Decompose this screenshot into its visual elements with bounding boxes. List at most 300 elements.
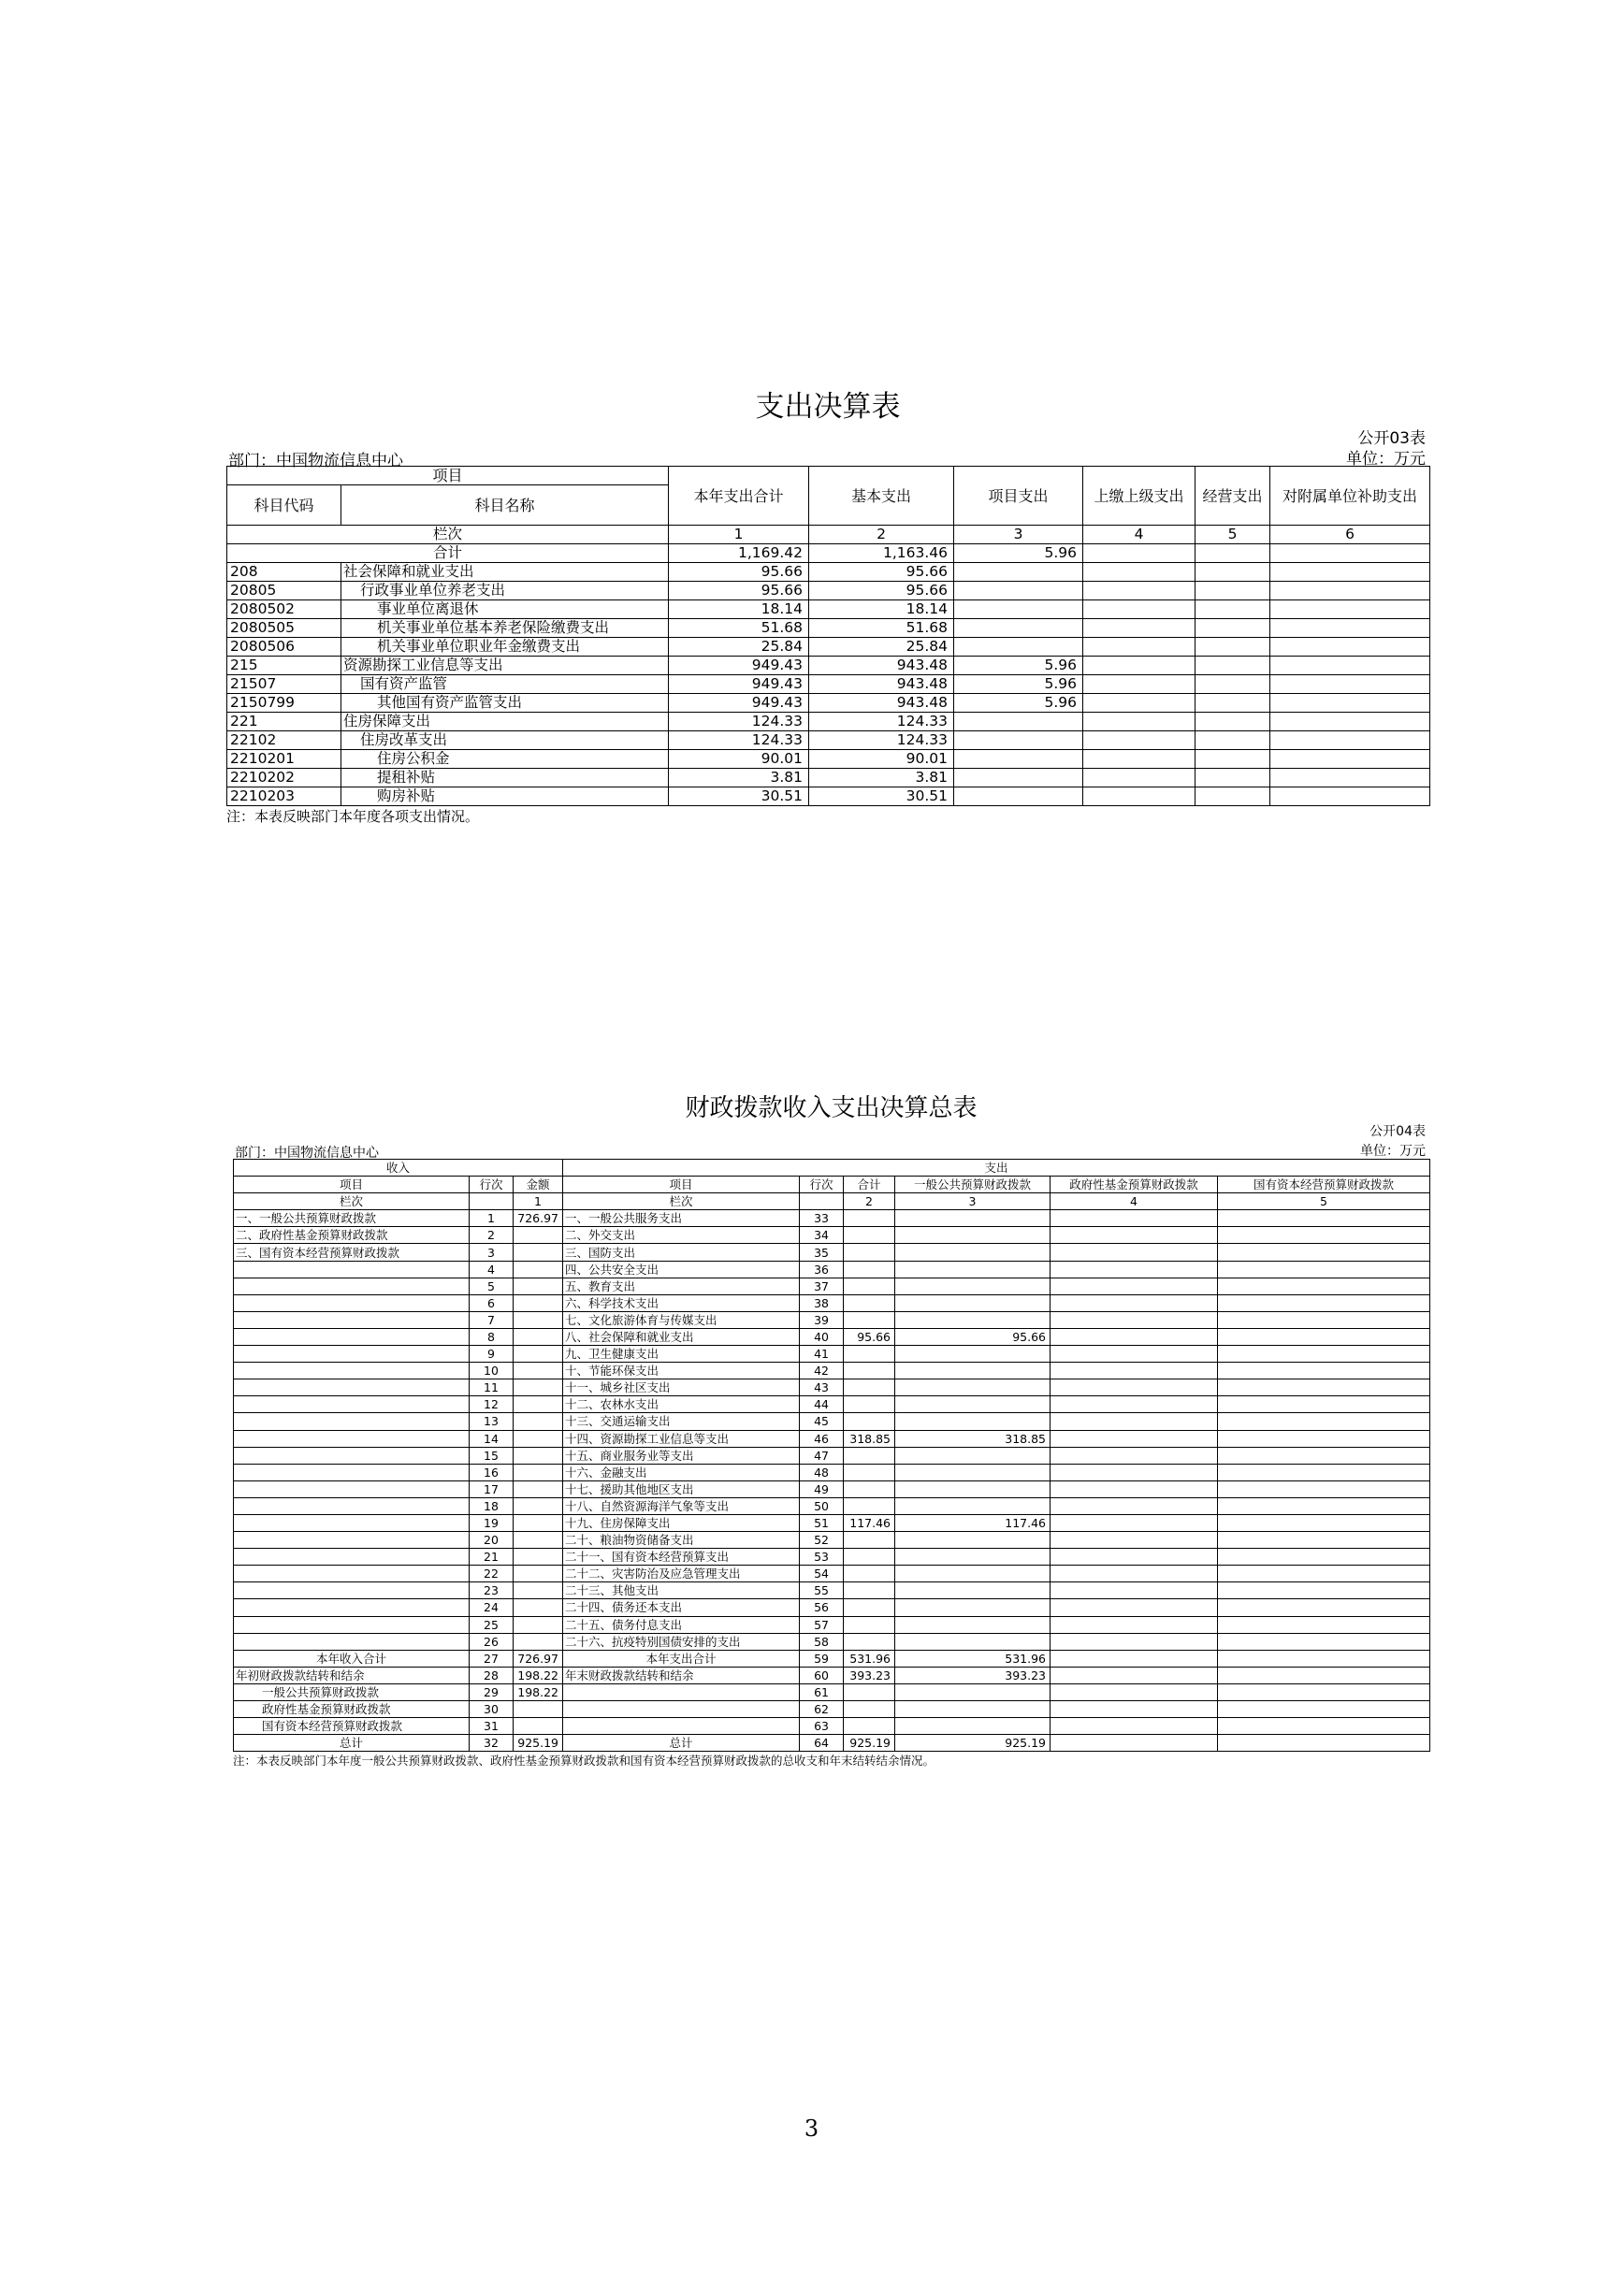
expense-item: 七、文化旅游体育与传媒支出 — [563, 1311, 800, 1328]
empty-cell — [1051, 1735, 1218, 1752]
empty-cell — [1051, 1346, 1218, 1363]
empty-cell — [1083, 600, 1196, 619]
table-row — [227, 657, 1430, 675]
empty-cell — [1083, 544, 1196, 563]
subject-name: 机关事业单位职业年金缴费支出 — [341, 638, 669, 657]
gen-budget-amount — [895, 1227, 1051, 1244]
income-line-number: 17 — [470, 1480, 514, 1497]
header-col-6: 对附属单位补助支出 — [1270, 467, 1430, 526]
empty-cell — [1051, 1549, 1218, 1566]
income-amount — [514, 1514, 563, 1531]
expense-item: 二十一、国有资本经营预算支出 — [563, 1549, 800, 1566]
empty-cell — [1196, 713, 1270, 731]
empty-cell — [1218, 1261, 1430, 1278]
column-number-label: 栏次 — [234, 1193, 470, 1210]
gen-budget-header: 一般公共预算财政拨款 — [895, 1177, 1051, 1193]
empty-cell — [1083, 638, 1196, 657]
subject-name: 机关事业单位基本养老保险缴费支出 — [341, 619, 669, 638]
gen-budget-amount — [895, 1718, 1051, 1735]
income-amount — [514, 1582, 563, 1599]
income-item — [234, 1346, 470, 1363]
expense-total — [844, 1532, 895, 1549]
empty-cell — [1218, 1616, 1430, 1633]
empty-cell — [1051, 1413, 1218, 1430]
subject-name: 资源勘探工业信息等支出 — [341, 657, 669, 675]
income-amount-header: 金额 — [514, 1177, 563, 1193]
gen-budget-amount — [895, 1480, 1051, 1497]
empty-cell — [1270, 563, 1430, 582]
expense-total-header: 合计 — [844, 1177, 895, 1193]
income-line-number: 9 — [470, 1346, 514, 1363]
total-expense: 949.43 — [669, 694, 809, 713]
subject-code: 215 — [227, 657, 341, 675]
empty-cell — [1196, 675, 1270, 694]
empty-cell — [1083, 750, 1196, 769]
empty-cell — [1218, 1701, 1430, 1718]
total-expense: 949.43 — [669, 675, 809, 694]
empty-cell — [1051, 1396, 1218, 1413]
table2-department: 部门：中国物流信息中心 — [235, 1146, 379, 1161]
expense-total — [844, 1582, 895, 1599]
expense-line-number: 34 — [800, 1227, 844, 1244]
table-row — [227, 731, 1430, 750]
expense-line-number: 37 — [800, 1278, 844, 1294]
table2-code: 公开04表 — [1369, 1124, 1426, 1139]
empty-cell — [1051, 1261, 1218, 1278]
table-row — [227, 675, 1430, 694]
table-row — [234, 1363, 1430, 1379]
subject-code: 22102 — [227, 731, 341, 750]
expense-total: 117.46 — [844, 1514, 895, 1531]
expense-item: 十一、城乡社区支出 — [563, 1379, 800, 1396]
income-item — [234, 1328, 470, 1345]
table-row — [234, 1447, 1430, 1464]
gen-budget-amount — [895, 1244, 1051, 1261]
subject-name: 事业单位离退休 — [341, 600, 669, 619]
basic-expense: 90.01 — [809, 750, 954, 769]
table1-grid — [226, 466, 1430, 806]
income-amount — [514, 1566, 563, 1582]
empty-cell — [1218, 1566, 1430, 1582]
expense-line-number: 49 — [800, 1480, 844, 1497]
expense-total — [844, 1261, 895, 1278]
table-row — [234, 1244, 1430, 1261]
empty-cell — [800, 1193, 844, 1210]
table-row — [227, 619, 1430, 638]
empty-cell — [1051, 1633, 1218, 1650]
basic-expense: 3.81 — [809, 769, 954, 787]
total-label: 合计 — [227, 544, 669, 563]
income-amount — [514, 1227, 563, 1244]
empty-cell — [1270, 657, 1430, 675]
table-row — [234, 1413, 1430, 1430]
expense-item — [563, 1701, 800, 1718]
income-item: 年初财政拨款结转和结余 — [234, 1667, 470, 1683]
table2-unit: 单位：万元 — [1360, 1144, 1426, 1159]
table-row — [227, 694, 1430, 713]
income-line-number: 29 — [470, 1683, 514, 1700]
basic-expense: 95.66 — [809, 563, 954, 582]
expense-total: 531.96 — [844, 1650, 895, 1667]
income-line-number: 11 — [470, 1379, 514, 1396]
expense-item — [563, 1683, 800, 1700]
table-row — [234, 1616, 1430, 1633]
expense-item: 十五、商业服务业等支出 — [563, 1447, 800, 1464]
income-item — [234, 1566, 470, 1582]
table-row — [234, 1718, 1430, 1735]
page-number: 3 — [804, 2115, 819, 2142]
expense-total — [844, 1701, 895, 1718]
expense-total — [844, 1413, 895, 1430]
total-expense: 95.66 — [669, 563, 809, 582]
income-item: 政府性基金预算财政拨款 — [234, 1701, 470, 1718]
income-amount: 726.97 — [514, 1210, 563, 1227]
empty-cell — [1218, 1294, 1430, 1311]
gen-budget-amount — [895, 1346, 1051, 1363]
gen-budget-amount — [895, 1683, 1051, 1700]
empty-cell — [1083, 675, 1196, 694]
table1-code: 公开03表 — [1357, 429, 1426, 448]
income-amount — [514, 1363, 563, 1379]
income-line-number: 27 — [470, 1650, 514, 1667]
income-item — [234, 1532, 470, 1549]
column-number: 1 — [669, 526, 809, 544]
expenditure-final-accounts-table — [226, 385, 1429, 827]
income-line-number: 8 — [470, 1328, 514, 1345]
expense-line-number: 36 — [800, 1261, 844, 1278]
expense-line-number: 41 — [800, 1346, 844, 1363]
table1-title: 支出决算表 — [755, 390, 901, 424]
expense-item: 十七、援助其他地区支出 — [563, 1480, 800, 1497]
expense-total — [844, 1599, 895, 1616]
income-amount — [514, 1430, 563, 1447]
income-item — [234, 1294, 470, 1311]
total-expense: 90.01 — [669, 750, 809, 769]
project-expense: 5.96 — [954, 694, 1083, 713]
expense-line-number: 45 — [800, 1413, 844, 1430]
empty-cell — [1270, 619, 1430, 638]
empty-cell — [1083, 619, 1196, 638]
expense-total — [844, 1346, 895, 1363]
table-row — [234, 1430, 1430, 1447]
gen-budget-amount: 318.85 — [895, 1430, 1051, 1447]
empty-cell — [1270, 713, 1430, 731]
income-line-number: 6 — [470, 1294, 514, 1311]
income-line-number: 19 — [470, 1514, 514, 1531]
table-row — [234, 1227, 1430, 1244]
total-value: 1,163.46 — [809, 544, 954, 563]
table-row — [227, 713, 1430, 731]
header-subject-code: 科目代码 — [227, 485, 341, 526]
expense-item: 十六、金融支出 — [563, 1464, 800, 1480]
income-amount: 726.97 — [514, 1650, 563, 1667]
income-item — [234, 1599, 470, 1616]
table-row — [234, 1480, 1430, 1497]
table-row — [234, 1566, 1430, 1582]
basic-expense: 51.68 — [809, 619, 954, 638]
income-item — [234, 1311, 470, 1328]
expense-line-number: 46 — [800, 1430, 844, 1447]
column-number: 2 — [844, 1193, 895, 1210]
income-amount — [514, 1633, 563, 1650]
table1-meta-row — [226, 447, 1429, 470]
total-expense: 25.84 — [669, 638, 809, 657]
income-amount — [514, 1261, 563, 1278]
expense-total — [844, 1379, 895, 1396]
income-line-number: 16 — [470, 1464, 514, 1480]
table-row — [234, 1379, 1430, 1396]
expense-item: 本年支出合计 — [563, 1650, 800, 1667]
income-item — [234, 1497, 470, 1514]
gen-budget-amount: 925.19 — [895, 1735, 1051, 1752]
expense-line-number: 59 — [800, 1650, 844, 1667]
income-item — [234, 1549, 470, 1566]
income-amount — [514, 1549, 563, 1566]
empty-cell — [1083, 657, 1196, 675]
expense-item: 十八、自然资源海洋气象等支出 — [563, 1497, 800, 1514]
income-item — [234, 1464, 470, 1480]
income-line-number: 4 — [470, 1261, 514, 1278]
expense-total — [844, 1396, 895, 1413]
income-amount — [514, 1497, 563, 1514]
basic-expense: 124.33 — [809, 731, 954, 750]
subject-name: 国有资产监管 — [341, 675, 669, 694]
income-amount — [514, 1311, 563, 1328]
income-line-number: 24 — [470, 1599, 514, 1616]
income-item — [234, 1582, 470, 1599]
expense-item: 五、教育支出 — [563, 1278, 800, 1294]
empty-cell — [1051, 1650, 1218, 1667]
expense-item: 十三、交通运输支出 — [563, 1413, 800, 1430]
income-line-number: 26 — [470, 1633, 514, 1650]
project-expense — [954, 750, 1083, 769]
expense-item: 二十六、抗疫特别国债安排的支出 — [563, 1633, 800, 1650]
table-row — [234, 1294, 1430, 1311]
expense-line-number: 63 — [800, 1718, 844, 1735]
expense-item: 二十四、债务还本支出 — [563, 1599, 800, 1616]
table-row — [234, 1278, 1430, 1294]
empty-cell — [1218, 1227, 1430, 1244]
total-expense: 95.66 — [669, 582, 809, 600]
empty-cell — [1051, 1532, 1218, 1549]
expense-total — [844, 1683, 895, 1700]
table-row — [227, 787, 1430, 806]
income-line-number: 3 — [470, 1244, 514, 1261]
project-expense — [954, 787, 1083, 806]
empty-cell — [1051, 1667, 1218, 1683]
table-row — [234, 1346, 1430, 1363]
gen-budget-amount — [895, 1599, 1051, 1616]
income-line-number: 7 — [470, 1311, 514, 1328]
income-amount — [514, 1464, 563, 1480]
expense-line-number: 51 — [800, 1514, 844, 1531]
expense-total — [844, 1447, 895, 1464]
basic-expense: 18.14 — [809, 600, 954, 619]
income-amount: 198.22 — [514, 1683, 563, 1700]
project-expense — [954, 769, 1083, 787]
empty-cell — [1218, 1582, 1430, 1599]
expense-item: 二十二、灾害防治及应急管理支出 — [563, 1566, 800, 1582]
expense-total: 318.85 — [844, 1430, 895, 1447]
income-amount — [514, 1294, 563, 1311]
expense-line-header: 行次 — [800, 1177, 844, 1193]
expense-item: 十、节能环保支出 — [563, 1363, 800, 1379]
expense-total — [844, 1718, 895, 1735]
expense-total: 925.19 — [844, 1735, 895, 1752]
empty-cell — [1196, 657, 1270, 675]
income-amount — [514, 1244, 563, 1261]
empty-cell — [1270, 675, 1430, 694]
income-item — [234, 1379, 470, 1396]
income-item: 本年收入合计 — [234, 1650, 470, 1667]
expense-item: 十九、住房保障支出 — [563, 1514, 800, 1531]
column-number: 4 — [1051, 1193, 1218, 1210]
empty-cell — [1218, 1735, 1430, 1752]
basic-expense: 943.48 — [809, 657, 954, 675]
expense-item: 六、科学技术支出 — [563, 1294, 800, 1311]
gen-budget-amount — [895, 1210, 1051, 1227]
expense-total — [844, 1210, 895, 1227]
column-number-label: 栏次 — [227, 526, 669, 544]
income-amount — [514, 1346, 563, 1363]
income-item: 总计 — [234, 1735, 470, 1752]
income-item — [234, 1413, 470, 1430]
empty-cell — [1218, 1514, 1430, 1531]
expense-total — [844, 1464, 895, 1480]
income-line-header: 行次 — [470, 1177, 514, 1193]
income-line-number: 10 — [470, 1363, 514, 1379]
table-row — [234, 1633, 1430, 1650]
empty-cell — [1270, 544, 1430, 563]
empty-cell — [1270, 787, 1430, 806]
gen-budget-amount — [895, 1616, 1051, 1633]
income-amount — [514, 1396, 563, 1413]
expense-header: 支出 — [563, 1160, 1430, 1177]
table-row — [234, 1464, 1430, 1480]
income-line-number: 28 — [470, 1667, 514, 1683]
subject-code: 2210202 — [227, 769, 341, 787]
expense-line-number: 53 — [800, 1549, 844, 1566]
project-expense: 5.96 — [954, 675, 1083, 694]
empty-cell — [1051, 1599, 1218, 1616]
expense-line-number: 35 — [800, 1244, 844, 1261]
header-project: 项目 — [227, 467, 669, 485]
expense-line-number: 62 — [800, 1701, 844, 1718]
table-row — [227, 750, 1430, 769]
project-expense — [954, 582, 1083, 600]
total-expense: 18.14 — [669, 600, 809, 619]
project-expense — [954, 638, 1083, 657]
expense-total: 393.23 — [844, 1667, 895, 1683]
income-line-number: 21 — [470, 1549, 514, 1566]
expense-line-number: 42 — [800, 1363, 844, 1379]
empty-cell — [1196, 582, 1270, 600]
empty-cell — [1051, 1447, 1218, 1464]
column-number: 3 — [895, 1193, 1051, 1210]
column-number: 6 — [1270, 526, 1430, 544]
table1-unit: 单位：万元 — [1346, 450, 1426, 469]
empty-cell — [1083, 694, 1196, 713]
column-number: 3 — [954, 526, 1083, 544]
expense-item: 二十、粮油物资储备支出 — [563, 1532, 800, 1549]
total-expense: 51.68 — [669, 619, 809, 638]
empty-cell — [1218, 1683, 1430, 1700]
header-col-3: 项目支出 — [954, 467, 1083, 526]
total-value: 5.96 — [954, 544, 1083, 563]
empty-cell — [1083, 582, 1196, 600]
expense-item: 二十三、其他支出 — [563, 1582, 800, 1599]
table-row — [234, 1650, 1430, 1667]
table-row — [234, 1210, 1430, 1227]
table1-note: 注：本表反映部门本年度各项支出情况。 — [226, 808, 480, 825]
empty-cell — [1051, 1464, 1218, 1480]
total-expense: 3.81 — [669, 769, 809, 787]
column-number: 1 — [514, 1193, 563, 1210]
income-amount: 925.19 — [514, 1735, 563, 1752]
table-row — [234, 1261, 1430, 1278]
basic-expense: 943.48 — [809, 675, 954, 694]
project-expense — [954, 600, 1083, 619]
expense-total: 95.66 — [844, 1328, 895, 1345]
empty-cell — [1270, 638, 1430, 657]
empty-cell — [1218, 1480, 1430, 1497]
expense-line-number: 56 — [800, 1599, 844, 1616]
expense-item: 九、卫生健康支出 — [563, 1346, 800, 1363]
gen-budget-amount — [895, 1278, 1051, 1294]
expense-total — [844, 1363, 895, 1379]
expense-item: 二十五、债务付息支出 — [563, 1616, 800, 1633]
income-line-number: 30 — [470, 1701, 514, 1718]
total-expense: 30.51 — [669, 787, 809, 806]
expense-item: 一、一般公共服务支出 — [563, 1210, 800, 1227]
empty-cell — [1051, 1430, 1218, 1447]
expense-line-number: 57 — [800, 1616, 844, 1633]
empty-cell — [1051, 1210, 1218, 1227]
column-number-label: 栏次 — [563, 1193, 800, 1210]
income-amount — [514, 1413, 563, 1430]
expense-total — [844, 1294, 895, 1311]
income-item: 一般公共预算财政拨款 — [234, 1683, 470, 1700]
basic-expense: 30.51 — [809, 787, 954, 806]
gen-budget-amount — [895, 1413, 1051, 1430]
subject-code: 221 — [227, 713, 341, 731]
expense-item: 年末财政拨款结转和结余 — [563, 1667, 800, 1683]
table2-title: 财政拨款收入支出决算总表 — [685, 1094, 978, 1122]
expense-item — [563, 1718, 800, 1735]
gen-budget-amount — [895, 1447, 1051, 1464]
expense-item: 八、社会保障和就业支出 — [563, 1328, 800, 1345]
gen-budget-amount: 117.46 — [895, 1514, 1051, 1531]
empty-cell — [1218, 1549, 1430, 1566]
empty-cell — [1218, 1447, 1430, 1464]
total-expense: 124.33 — [669, 713, 809, 731]
subject-code: 20805 — [227, 582, 341, 600]
empty-cell — [1270, 731, 1430, 750]
expense-total — [844, 1549, 895, 1566]
empty-cell — [1083, 731, 1196, 750]
income-amount — [514, 1278, 563, 1294]
empty-cell — [1196, 619, 1270, 638]
empty-cell — [1196, 750, 1270, 769]
subject-name: 提租补贴 — [341, 769, 669, 787]
expense-item: 四、公共安全支出 — [563, 1261, 800, 1278]
income-line-number: 13 — [470, 1413, 514, 1430]
header-subject-name: 科目名称 — [341, 485, 669, 526]
empty-cell — [1270, 750, 1430, 769]
table-row — [227, 638, 1430, 657]
expense-item-header: 项目 — [563, 1177, 800, 1193]
gen-budget-amount — [895, 1363, 1051, 1379]
